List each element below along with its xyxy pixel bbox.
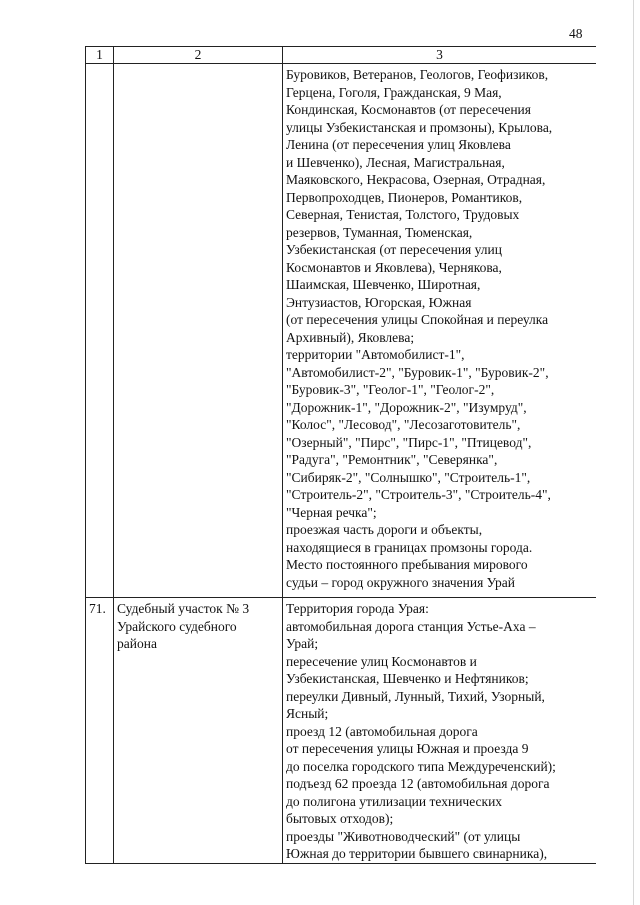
text-line: бытовых отходов);	[286, 811, 394, 826]
text-line: резервов, Туманная, Тюменская,	[286, 224, 473, 240]
table-row-71	[86, 598, 597, 864]
text-line: пересечение улиц Космонавтов и	[286, 653, 477, 669]
text-line: Первопроходцев, Пионеров, Романтиков,	[286, 189, 523, 205]
text-line: от пересечения улицы Южная и проезда 9	[286, 741, 529, 756]
row-number-cell: 71.	[86, 598, 114, 864]
row-number-cell	[86, 64, 114, 598]
territory-cell	[283, 64, 597, 598]
text-line: проезды "Животноводческий" (от улицы	[286, 828, 521, 844]
text-line: "Радуга", "Ремонтник", "Северянка",	[286, 452, 498, 467]
text-line: Шаимская, Шевченко, Широтная,	[286, 277, 481, 292]
text-line: "Черная речка";	[286, 504, 377, 520]
header-cell-3: 3	[283, 47, 597, 64]
text-line: улицы Узбекистанская и промзоны), Крылова,	[286, 119, 553, 135]
court-name-cell	[114, 598, 283, 864]
text-line: до поселка городского типа Междуреченский);	[286, 758, 556, 774]
court-name-cell	[114, 64, 283, 598]
text-line: подъезд 62 проезда 12 (автомобильная дорога	[286, 776, 550, 791]
text-line: Маяковского, Некрасова, Озерная, Отрадная,	[286, 172, 546, 187]
text-line: "Буровик-3", "Геолог-1", "Геолог-2",	[286, 382, 495, 397]
text-line: "Сибиряк-2", "Солнышко", "Строитель-1",	[286, 469, 531, 485]
text-line: Космонавтов и Яковлева), Чернякова,	[286, 259, 502, 275]
text-line: района	[117, 636, 157, 651]
text-line: находящиеся в границах промзоны города.	[286, 539, 533, 555]
text-line: переулки Дивный, Лунный, Тихий, Узорный,	[286, 688, 545, 704]
text-line: Урайского судебного	[117, 618, 237, 634]
text-line: Энтузиастов, Югорская, Южная	[286, 294, 472, 310]
text-line: (от пересечения улицы Спокойная и переулка	[286, 312, 549, 327]
text-line: Герцена, Гоголя, Гражданская, 9 Мая,	[286, 84, 502, 100]
text-line: "Автомобилист-2", "Буровик-1", "Буровик-2",	[286, 364, 549, 380]
text-line: Буровиков, Ветеранов, Геологов, Геофизиков,	[286, 67, 549, 82]
text-line: Южная до территории бывшего свинарника),	[286, 846, 548, 861]
text-line: Место постоянного пребывания мирового	[286, 557, 528, 572]
text-line: Территория города Урая:	[286, 601, 429, 616]
court-districts-table	[85, 46, 596, 864]
header-cell-1: 1	[86, 47, 114, 64]
text-line: Узбекистанская, Шевченко и Нефтяников;	[286, 671, 529, 686]
document-sheet	[85, 46, 596, 872]
text-line: судьи – город окружного значения Урай	[286, 574, 516, 590]
table-header-row	[86, 47, 597, 64]
text-line: Кондинская, Космонавтов (от пересечения	[286, 102, 531, 117]
text-line: территории "Автомобилист-1",	[286, 347, 465, 362]
text-line: Ленина (от пересечения улиц Яковлева	[286, 137, 511, 152]
text-line: проезжая часть дороги и объекты,	[286, 522, 483, 537]
text-line: до полигона утилизации технических	[286, 793, 503, 809]
text-line: и Шевченко), Лесная, Магистральная,	[286, 154, 505, 170]
text-line: Северная, Тенистая, Толстого, Трудовых	[286, 207, 520, 222]
scan-edge-line	[633, 0, 634, 905]
text-line: Узбекистанская (от пересечения улиц	[286, 242, 502, 257]
text-line: Судебный участок № 3	[117, 601, 250, 616]
text-line: Ясный;	[286, 706, 329, 721]
header-cell-2: 2	[114, 47, 283, 64]
text-line: автомобильная дорога станция Устье-Аха –	[286, 618, 536, 634]
text-line: проезд 12 (автомобильная дорога	[286, 723, 478, 739]
table-row-continuation	[86, 64, 597, 598]
text-line: Урай;	[286, 636, 319, 651]
text-line: "Колос", "Лесовод", "Лесозаготовитель",	[286, 417, 521, 432]
text-line: "Озерный", "Пирс", "Пирс-1", "Птицевод",	[286, 434, 532, 450]
text-line: "Дорожник-1", "Дорожник-2", "Изумруд",	[286, 399, 527, 415]
territory-cell	[283, 598, 597, 864]
text-line: Архивный), Яковлева;	[286, 329, 415, 345]
page-number: 48	[569, 26, 583, 41]
text-line: "Строитель-2", "Строитель-3", "Строитель-4",	[286, 487, 551, 502]
